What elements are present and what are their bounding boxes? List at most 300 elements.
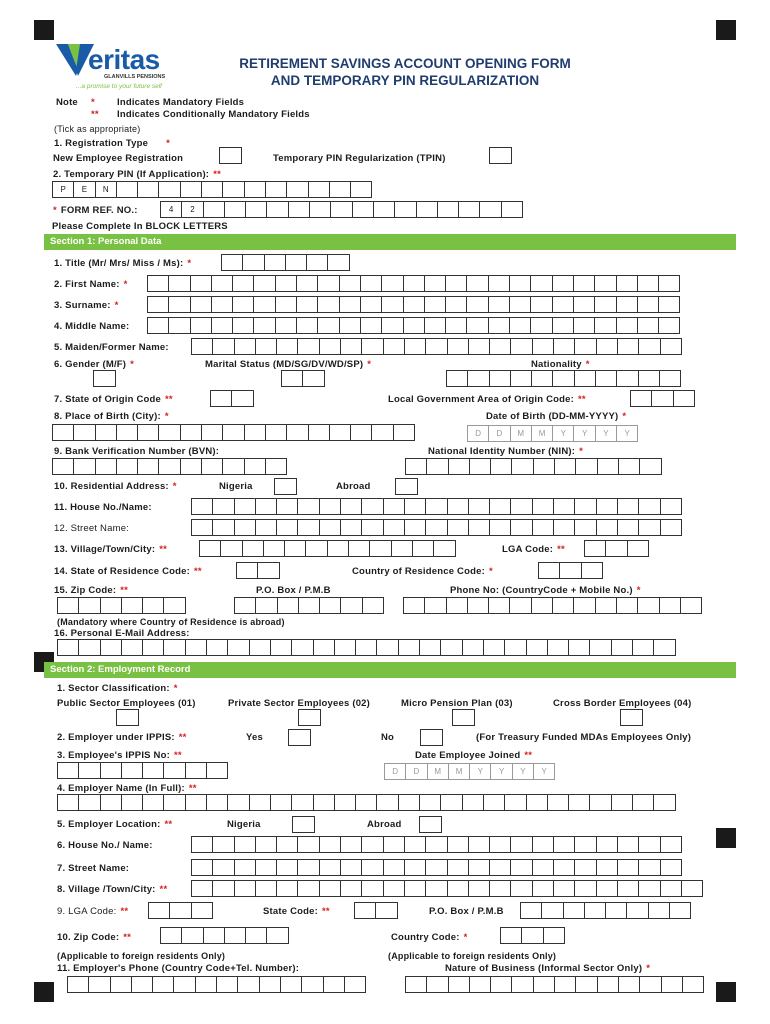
input-cell[interactable] — [554, 458, 576, 475]
input-cell[interactable] — [617, 519, 639, 536]
input-cell[interactable] — [632, 794, 654, 811]
input-cell[interactable] — [568, 639, 590, 656]
phone-cells[interactable] — [403, 597, 701, 614]
input-cell[interactable] — [116, 458, 138, 475]
input-cell[interactable] — [596, 338, 618, 355]
input-cell[interactable] — [78, 794, 100, 811]
input-cell[interactable] — [447, 836, 469, 853]
street-cells[interactable] — [191, 519, 681, 536]
input-cell[interactable]: E — [73, 181, 95, 198]
input-cell[interactable] — [653, 639, 675, 656]
input-cell[interactable] — [121, 597, 143, 614]
input-cell[interactable] — [398, 794, 420, 811]
input-cell[interactable] — [297, 859, 319, 876]
tpin-checkbox[interactable] — [489, 147, 512, 164]
input-cell[interactable] — [594, 296, 616, 313]
input-cell[interactable] — [284, 540, 306, 557]
input-cell[interactable] — [584, 540, 606, 557]
input-cell[interactable] — [100, 597, 122, 614]
input-cell[interactable] — [467, 597, 489, 614]
input-cell[interactable] — [255, 836, 277, 853]
input-cell[interactable] — [445, 275, 467, 292]
input-cell[interactable] — [313, 794, 335, 811]
input-cell[interactable] — [574, 836, 596, 853]
cross-checkbox[interactable] — [620, 709, 643, 726]
input-cell[interactable] — [276, 519, 298, 536]
input-cell[interactable] — [296, 275, 318, 292]
state-res-cells[interactable] — [236, 562, 279, 579]
input-cell[interactable] — [468, 519, 490, 536]
input-cell[interactable] — [403, 317, 425, 334]
input-cell[interactable] — [489, 370, 511, 387]
input-cell[interactable] — [100, 762, 122, 779]
input-cell[interactable] — [286, 424, 308, 441]
input-cell[interactable] — [393, 424, 415, 441]
input-cell[interactable] — [553, 519, 575, 536]
nature-cells[interactable] — [405, 976, 703, 993]
input-cell[interactable] — [532, 498, 554, 515]
input-cell[interactable] — [297, 880, 319, 897]
micro-checkbox[interactable] — [452, 709, 475, 726]
lga-cells[interactable] — [584, 540, 648, 557]
input-cell[interactable] — [511, 458, 533, 475]
input-cell[interactable] — [244, 424, 266, 441]
input-cell[interactable] — [255, 597, 277, 614]
pob-cells[interactable] — [52, 424, 414, 441]
public-checkbox[interactable] — [116, 709, 139, 726]
input-cell[interactable]: M — [531, 425, 553, 442]
input-cell[interactable]: Y — [595, 425, 617, 442]
input-cell[interactable] — [447, 519, 469, 536]
input-cell[interactable] — [276, 836, 298, 853]
input-cell[interactable] — [530, 296, 552, 313]
nationality-cells[interactable] — [446, 370, 680, 387]
input-cell[interactable] — [637, 275, 659, 292]
input-cell[interactable] — [121, 639, 143, 656]
input-cell[interactable] — [168, 275, 190, 292]
input-cell[interactable] — [232, 275, 254, 292]
input-cell[interactable] — [383, 859, 405, 876]
input-cell[interactable] — [520, 902, 542, 919]
input-cell[interactable] — [158, 424, 180, 441]
input-cell[interactable] — [532, 519, 554, 536]
input-cell[interactable] — [416, 201, 438, 218]
input-cell[interactable] — [276, 498, 298, 515]
input-cell[interactable] — [488, 317, 510, 334]
input-cell[interactable] — [468, 498, 490, 515]
input-cell[interactable] — [224, 927, 246, 944]
house-cells[interactable] — [191, 498, 681, 515]
input-cell[interactable] — [281, 370, 303, 387]
input-cell[interactable] — [403, 296, 425, 313]
input-cell[interactable]: Y — [490, 763, 512, 780]
input-cell[interactable] — [181, 927, 203, 944]
input-cell[interactable] — [573, 275, 595, 292]
input-cell[interactable] — [361, 498, 383, 515]
input-cell[interactable] — [245, 927, 267, 944]
input-cell[interactable] — [231, 390, 253, 407]
input-cell[interactable] — [340, 519, 362, 536]
input-cell[interactable] — [376, 639, 398, 656]
input-cell[interactable] — [317, 317, 339, 334]
input-cell[interactable] — [466, 275, 488, 292]
input-cell[interactable] — [313, 639, 335, 656]
res-nigeria-checkbox[interactable] — [274, 478, 297, 495]
input-cell[interactable] — [340, 836, 362, 853]
input-cell[interactable] — [168, 296, 190, 313]
ippis-no-checkbox[interactable] — [420, 729, 443, 746]
input-cell[interactable] — [265, 424, 287, 441]
input-cell[interactable] — [659, 597, 681, 614]
input-cell[interactable] — [340, 859, 362, 876]
input-cell[interactable] — [488, 597, 510, 614]
input-cell[interactable] — [158, 458, 180, 475]
input-cell[interactable] — [57, 639, 79, 656]
input-cell[interactable] — [255, 880, 277, 897]
input-cell[interactable] — [447, 338, 469, 355]
input-cell[interactable] — [373, 201, 395, 218]
input-cell[interactable] — [489, 836, 511, 853]
joined-cells[interactable] — [384, 763, 554, 780]
input-cell[interactable] — [163, 762, 185, 779]
input-cell[interactable]: D — [488, 425, 510, 442]
input-cell[interactable] — [163, 794, 185, 811]
input-cell[interactable] — [237, 976, 259, 993]
input-cell[interactable] — [266, 927, 288, 944]
input-cell[interactable] — [509, 275, 531, 292]
input-cell[interactable] — [627, 540, 649, 557]
input-cell[interactable] — [509, 296, 531, 313]
input-cell[interactable] — [511, 976, 533, 993]
input-cell[interactable] — [352, 201, 374, 218]
input-cell[interactable]: Y — [552, 425, 574, 442]
input-cell[interactable] — [203, 927, 225, 944]
input-cell[interactable] — [489, 859, 511, 876]
input-cell[interactable] — [658, 275, 680, 292]
input-cell[interactable] — [360, 317, 382, 334]
input-cell[interactable] — [447, 880, 469, 897]
input-cell[interactable]: D — [467, 425, 489, 442]
input-cell[interactable] — [458, 201, 480, 218]
input-cell[interactable] — [553, 880, 575, 897]
input-cell[interactable] — [277, 597, 299, 614]
input-cell[interactable] — [404, 338, 426, 355]
input-cell[interactable] — [573, 296, 595, 313]
input-cell[interactable] — [510, 880, 532, 897]
input-cell[interactable] — [234, 880, 256, 897]
input-cell[interactable] — [419, 639, 441, 656]
input-cell[interactable] — [308, 424, 330, 441]
input-cell[interactable] — [596, 859, 618, 876]
input-cell[interactable] — [195, 976, 217, 993]
input-cell[interactable] — [639, 976, 661, 993]
input-cell[interactable] — [163, 597, 185, 614]
input-cell[interactable] — [297, 498, 319, 515]
input-cell[interactable]: Y — [469, 763, 491, 780]
input-cell[interactable] — [426, 458, 448, 475]
input-cell[interactable] — [319, 498, 341, 515]
input-cell[interactable] — [212, 880, 234, 897]
input-cell[interactable] — [142, 794, 164, 811]
input-cell[interactable] — [573, 597, 595, 614]
input-cell[interactable] — [212, 338, 234, 355]
input-cell[interactable] — [191, 902, 213, 919]
input-cell[interactable] — [574, 338, 596, 355]
input-cell[interactable] — [212, 836, 234, 853]
input-cell[interactable] — [653, 794, 675, 811]
input-cell[interactable] — [489, 519, 511, 536]
input-cell[interactable] — [383, 519, 405, 536]
input-cell[interactable] — [308, 181, 330, 198]
input-cell[interactable] — [462, 639, 484, 656]
input-cell[interactable] — [253, 275, 275, 292]
input-cell[interactable] — [185, 794, 207, 811]
input-cell[interactable] — [383, 880, 405, 897]
input-cell[interactable] — [116, 181, 138, 198]
input-cell[interactable] — [541, 902, 563, 919]
input-cell[interactable] — [381, 275, 403, 292]
input-cell[interactable] — [447, 498, 469, 515]
employer-name-cells[interactable] — [57, 794, 675, 811]
input-cell[interactable] — [210, 390, 232, 407]
marital-cells[interactable] — [281, 370, 324, 387]
input-cell[interactable] — [253, 296, 275, 313]
input-cell[interactable] — [212, 519, 234, 536]
input-cell[interactable] — [468, 859, 490, 876]
input-cell[interactable] — [466, 317, 488, 334]
input-cell[interactable] — [597, 458, 619, 475]
input-cell[interactable] — [424, 597, 446, 614]
input-cell[interactable] — [617, 338, 639, 355]
input-cell[interactable] — [660, 338, 682, 355]
input-cell[interactable] — [681, 880, 703, 897]
input-cell[interactable] — [137, 424, 159, 441]
input-cell[interactable] — [190, 317, 212, 334]
input-cell[interactable] — [169, 902, 191, 919]
input-cell[interactable] — [242, 540, 264, 557]
input-cell[interactable] — [403, 597, 425, 614]
input-cell[interactable] — [234, 519, 256, 536]
input-cell[interactable] — [234, 498, 256, 515]
input-cell[interactable] — [265, 181, 287, 198]
input-cell[interactable] — [552, 275, 574, 292]
input-cell[interactable] — [255, 498, 277, 515]
input-cell[interactable] — [222, 424, 244, 441]
input-cell[interactable] — [618, 458, 640, 475]
input-cell[interactable] — [425, 338, 447, 355]
input-cell[interactable]: 2 — [181, 201, 203, 218]
input-cell[interactable] — [201, 424, 223, 441]
input-cell[interactable] — [245, 201, 267, 218]
input-cell[interactable] — [617, 836, 639, 853]
input-cell[interactable] — [319, 519, 341, 536]
input-cell[interactable] — [596, 836, 618, 853]
input-cell[interactable] — [340, 338, 362, 355]
input-cell[interactable] — [595, 370, 617, 387]
input-cell[interactable] — [211, 317, 233, 334]
input-cell[interactable] — [500, 927, 522, 944]
zip-cells[interactable] — [57, 597, 185, 614]
input-cell[interactable] — [659, 370, 681, 387]
input-cell[interactable] — [116, 424, 138, 441]
input-cell[interactable] — [100, 639, 122, 656]
input-cell[interactable] — [142, 762, 164, 779]
input-cell[interactable] — [490, 976, 512, 993]
input-cell[interactable] — [147, 296, 169, 313]
input-cell[interactable]: Y — [533, 763, 555, 780]
input-cell[interactable] — [57, 597, 79, 614]
input-cell[interactable]: Y — [573, 425, 595, 442]
input-cell[interactable] — [573, 317, 595, 334]
input-cell[interactable] — [553, 859, 575, 876]
input-cell[interactable] — [236, 562, 258, 579]
input-cell[interactable] — [361, 880, 383, 897]
input-cell[interactable] — [469, 458, 491, 475]
input-cell[interactable] — [651, 390, 673, 407]
input-cell[interactable] — [361, 519, 383, 536]
input-cell[interactable] — [173, 976, 195, 993]
input-cell[interactable] — [329, 181, 351, 198]
input-cell[interactable] — [466, 296, 488, 313]
input-cell[interactable] — [462, 794, 484, 811]
input-cell[interactable] — [489, 498, 511, 515]
input-cell[interactable] — [249, 639, 271, 656]
input-cell[interactable] — [637, 317, 659, 334]
bvn-cells[interactable] — [52, 458, 286, 475]
input-cell[interactable] — [147, 317, 169, 334]
input-cell[interactable]: D — [384, 763, 406, 780]
input-cell[interactable]: 4 — [160, 201, 182, 218]
input-cell[interactable] — [533, 976, 555, 993]
input-cell[interactable] — [291, 639, 313, 656]
input-cell[interactable] — [510, 370, 532, 387]
input-cell[interactable] — [488, 296, 510, 313]
input-cell[interactable] — [206, 762, 228, 779]
input-cell[interactable] — [488, 275, 510, 292]
input-cell[interactable] — [232, 317, 254, 334]
input-cell[interactable] — [440, 639, 462, 656]
input-cell[interactable] — [330, 201, 352, 218]
input-cell[interactable] — [424, 317, 446, 334]
input-cell[interactable] — [319, 597, 341, 614]
po-cells[interactable] — [234, 597, 383, 614]
input-cell[interactable] — [660, 498, 682, 515]
input-cell[interactable] — [319, 338, 341, 355]
input-cell[interactable] — [67, 976, 89, 993]
input-cell[interactable] — [276, 859, 298, 876]
input-cell[interactable] — [391, 540, 413, 557]
emp-lga-cells[interactable] — [148, 902, 212, 919]
input-cell[interactable] — [334, 794, 356, 811]
input-cell[interactable] — [419, 794, 441, 811]
input-cell[interactable] — [630, 390, 652, 407]
input-cell[interactable] — [574, 880, 596, 897]
input-cell[interactable] — [191, 880, 213, 897]
ippis-yes-checkbox[interactable] — [288, 729, 311, 746]
input-cell[interactable] — [403, 275, 425, 292]
input-cell[interactable] — [191, 836, 213, 853]
input-cell[interactable] — [180, 458, 202, 475]
input-cell[interactable] — [616, 317, 638, 334]
input-cell[interactable] — [270, 639, 292, 656]
input-cell[interactable] — [381, 296, 403, 313]
input-cell[interactable] — [468, 880, 490, 897]
input-cell[interactable] — [297, 338, 319, 355]
first-name-cells[interactable] — [147, 275, 679, 292]
input-cell[interactable] — [371, 424, 393, 441]
input-cell[interactable] — [234, 836, 256, 853]
input-cell[interactable] — [440, 794, 462, 811]
input-cell[interactable] — [180, 181, 202, 198]
input-cell[interactable] — [626, 902, 648, 919]
input-cell[interactable] — [266, 201, 288, 218]
input-cell[interactable] — [504, 639, 526, 656]
input-cell[interactable] — [638, 498, 660, 515]
input-cell[interactable] — [594, 275, 616, 292]
input-cell[interactable] — [637, 296, 659, 313]
input-cell[interactable] — [638, 519, 660, 536]
input-cell[interactable] — [110, 976, 132, 993]
input-cell[interactable] — [510, 836, 532, 853]
input-cell[interactable] — [211, 275, 233, 292]
input-cell[interactable] — [222, 458, 244, 475]
input-cell[interactable] — [509, 597, 531, 614]
emp-village-cells[interactable] — [191, 880, 702, 897]
input-cell[interactable] — [553, 498, 575, 515]
input-cell[interactable] — [57, 762, 79, 779]
input-cell[interactable] — [265, 458, 287, 475]
input-cell[interactable] — [616, 370, 638, 387]
input-cell[interactable] — [305, 540, 327, 557]
input-cell[interactable] — [206, 794, 228, 811]
input-cell[interactable] — [348, 540, 370, 557]
input-cell[interactable] — [319, 859, 341, 876]
input-cell[interactable] — [263, 540, 285, 557]
input-cell[interactable] — [660, 519, 682, 536]
state-origin-cells[interactable] — [210, 390, 253, 407]
input-cell[interactable]: M — [448, 763, 470, 780]
input-cell[interactable] — [190, 275, 212, 292]
input-cell[interactable] — [152, 976, 174, 993]
input-cell[interactable]: M — [427, 763, 449, 780]
input-cell[interactable] — [596, 519, 618, 536]
input-cell[interactable] — [296, 317, 318, 334]
email-cells[interactable] — [57, 639, 675, 656]
input-cell[interactable] — [201, 458, 223, 475]
input-cell[interactable] — [426, 976, 448, 993]
input-cell[interactable] — [632, 639, 654, 656]
input-cell[interactable] — [575, 976, 597, 993]
input-cell[interactable] — [483, 639, 505, 656]
input-cell[interactable] — [344, 976, 366, 993]
input-cell[interactable] — [468, 836, 490, 853]
input-cell[interactable] — [532, 880, 554, 897]
lga-origin-cells[interactable] — [630, 390, 694, 407]
input-cell[interactable] — [638, 859, 660, 876]
input-cell[interactable] — [605, 902, 627, 919]
input-cell[interactable] — [227, 639, 249, 656]
input-cell[interactable] — [669, 902, 691, 919]
input-cell[interactable] — [638, 836, 660, 853]
form-ref-cells[interactable] — [160, 201, 522, 218]
input-cell[interactable] — [232, 296, 254, 313]
emp-street-cells[interactable] — [191, 859, 681, 876]
input-cell[interactable] — [327, 254, 349, 271]
input-cell[interactable] — [531, 370, 553, 387]
input-cell[interactable] — [191, 859, 213, 876]
input-cell[interactable] — [446, 370, 468, 387]
input-cell[interactable] — [57, 794, 79, 811]
